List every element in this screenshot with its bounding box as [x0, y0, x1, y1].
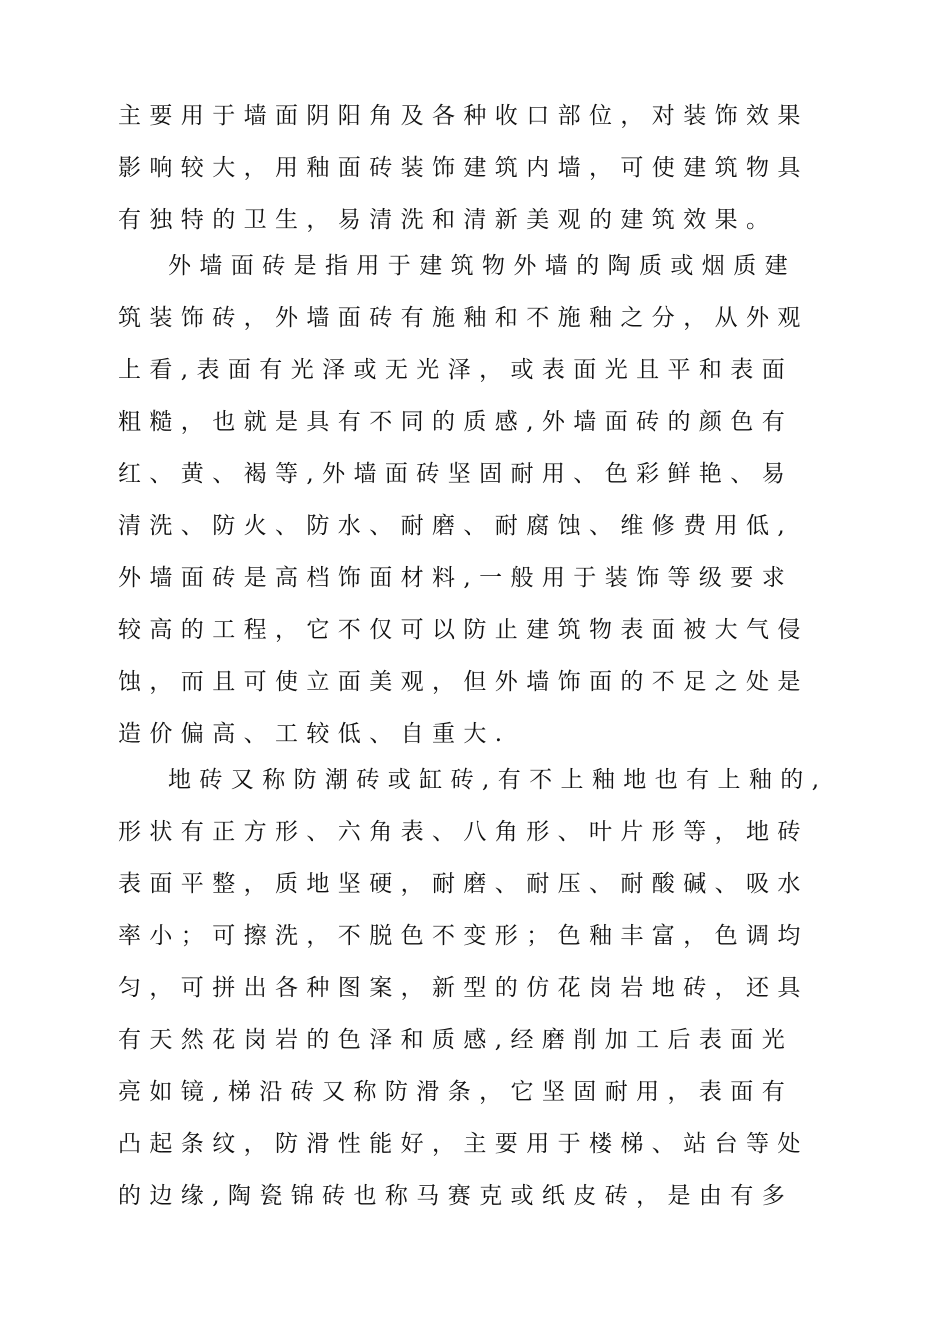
paragraph-start-line: 外墙面砖是指用于建筑物外墙的陶质或烟质建 — [168, 253, 796, 279]
text-line: 率小；可擦洗，不脱色不变形；色釉丰富，色调均 — [118, 923, 809, 949]
text-line: 较高的工程，它不仅可以防止建筑物表面被大气侵 — [118, 617, 809, 643]
text-line: 凸起条纹，防滑性能好，主要用于楼梯、站台等处 — [118, 1131, 809, 1157]
text-line: 影响较大，用釉面砖装饰建筑内墙，可使建筑物具 — [118, 155, 809, 181]
text-line: 外墙面砖是高档饰面材料,一般用于装饰等级要求 — [118, 565, 794, 591]
text-line: 造价偏高、工较低、自重大. — [118, 721, 511, 747]
text-line: 的边缘,陶瓷锦砖也称马赛克或纸皮砖，是由有多 — [118, 1183, 794, 1209]
text-line: 筑装饰砖，外墙面砖有施釉和不施釉之分，从外观 — [118, 305, 809, 331]
text-line: 形状有正方形、六角表、八角形、叶片形等，地砖 — [118, 819, 809, 845]
text-line: 粗糙，也就是具有不同的质感,外墙面砖的颜色有 — [118, 409, 794, 435]
text-line: 蚀，而且可使立面美观，但外墙饰面的不足之处是 — [118, 669, 809, 695]
text-line: 上看,表面有光泽或无光泽，或表面光且平和表面 — [118, 357, 794, 383]
text-line: 清洗、防火、防水、耐磨、耐腐蚀、维修费用低, — [118, 513, 794, 539]
paragraph-start-line: 地砖又称防潮砖或缸砖,有不上釉地也有上釉的, — [168, 767, 828, 793]
text-line: 有独特的卫生，易清洗和清新美观的建筑效果。 — [118, 207, 778, 233]
text-line: 有天然花岗岩的色泽和质感,经磨削加工后表面光 — [118, 1027, 794, 1053]
text-line: 主要用于墙面阴阳角及各种收口部位，对装饰效果 — [118, 103, 809, 129]
text-line: 匀，可拼出各种图案，新型的仿花岗岩地砖，还具 — [118, 975, 809, 1001]
text-line: 红、黄、褐等,外墙面砖坚固耐用、色彩鲜艳、易 — [118, 461, 794, 487]
text-line: 亮如镜,梯沿砖又称防滑条，它坚固耐用，表面有 — [118, 1079, 794, 1105]
text-line: 表面平整，质地坚硬，耐磨、耐压、耐酸碱、吸水 — [118, 871, 809, 897]
